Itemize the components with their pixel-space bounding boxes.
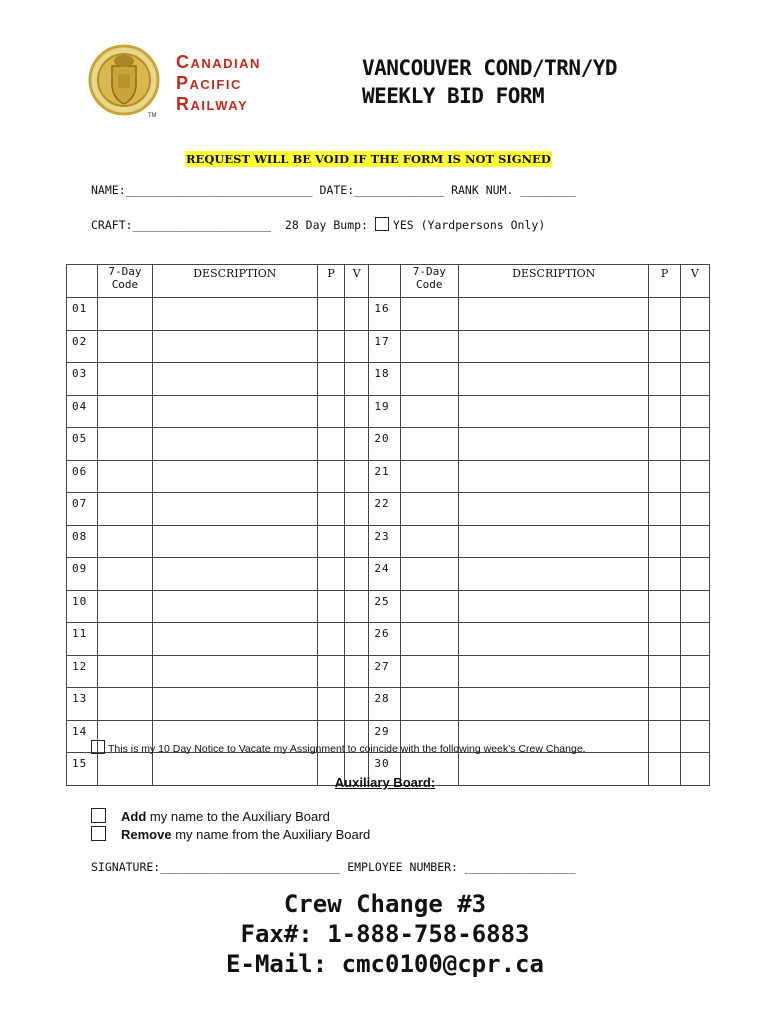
v-cell[interactable] [345, 428, 369, 461]
code-cell[interactable] [400, 493, 458, 526]
p-cell[interactable] [317, 558, 344, 591]
description-cell[interactable] [459, 428, 649, 461]
code-cell[interactable] [98, 298, 152, 331]
table-row [67, 460, 710, 493]
v-cell[interactable] [680, 428, 709, 461]
p-cell[interactable] [649, 330, 680, 363]
code-cell[interactable] [400, 395, 458, 428]
code-cell[interactable] [98, 623, 152, 656]
v-cell[interactable] [680, 493, 709, 526]
ten-day-notice-text: This is my 10 Day Notice to Vacate my Assignment to coincide with the following week’s Crew Change. [108, 743, 586, 755]
p-cell[interactable] [649, 720, 680, 753]
p-cell[interactable] [649, 590, 680, 623]
row-number: 02 [67, 330, 98, 363]
p-cell[interactable] [649, 428, 680, 461]
p-cell[interactable] [649, 395, 680, 428]
code-cell[interactable] [400, 688, 458, 721]
table-header-row [67, 265, 710, 298]
description-cell[interactable] [152, 558, 317, 591]
description-cell[interactable] [459, 330, 649, 363]
row-number: 25 [369, 590, 400, 623]
v-cell[interactable] [345, 460, 369, 493]
aux-remove-checkbox[interactable] [91, 826, 106, 841]
signature-label: SIGNATURE: [91, 860, 161, 874]
row-number: 16 [369, 298, 400, 331]
aux-add-bold: Add [121, 809, 147, 824]
description-cell[interactable] [459, 655, 649, 688]
code-cell[interactable] [98, 330, 152, 363]
v-cell[interactable] [345, 558, 369, 591]
v-cell[interactable] [345, 363, 369, 396]
crew-change-heading: Crew Change #3 [283, 890, 487, 918]
code-cell[interactable] [98, 363, 152, 396]
code-cell[interactable] [98, 460, 152, 493]
table-row [67, 525, 710, 558]
ten-day-notice-checkbox[interactable] [91, 740, 105, 754]
date-field[interactable]: _____________ [354, 183, 445, 197]
row-number: 05 [67, 428, 98, 461]
code-cell[interactable] [98, 558, 152, 591]
row-number: 17 [369, 330, 400, 363]
aux-remove-bold: Remove [121, 827, 172, 842]
aux-remove-option [91, 826, 370, 842]
description-cell[interactable] [152, 590, 317, 623]
p-cell[interactable] [649, 525, 680, 558]
row-number: 15 [67, 753, 98, 786]
description-cell[interactable] [152, 428, 317, 461]
code-header-line2: Code [111, 278, 139, 291]
date-label: DATE: [319, 183, 355, 197]
code-cell[interactable] [98, 493, 152, 526]
bump-label: 28 Day Bump: [284, 218, 368, 232]
row-number: 14 [67, 720, 98, 753]
name-field[interactable]: ___________________________ [125, 183, 313, 197]
row-number: 04 [67, 395, 98, 428]
logo-line-1: Canadian [176, 52, 261, 72]
description-cell[interactable] [152, 525, 317, 558]
p-cell[interactable] [317, 655, 344, 688]
title-line-1: VANCOUVER COND/TRN/YD [362, 56, 618, 80]
row-number-header [67, 265, 98, 298]
employee-number-label: EMPLOYEE NUMBER: [347, 860, 458, 874]
table-row [67, 623, 710, 656]
p-cell[interactable] [649, 363, 680, 396]
description-cell[interactable] [152, 493, 317, 526]
p-header-right: P [649, 265, 680, 298]
v-cell[interactable] [345, 330, 369, 363]
craft-bump-line [91, 217, 545, 232]
trademark-mark: TM [148, 113, 157, 119]
name-label: NAME: [91, 183, 126, 197]
code-cell[interactable] [400, 623, 458, 656]
p-cell[interactable] [649, 493, 680, 526]
code-cell[interactable] [98, 688, 152, 721]
code-cell[interactable] [400, 298, 458, 331]
table-row [67, 655, 710, 688]
code-header-left [98, 265, 152, 298]
p-cell[interactable] [317, 298, 344, 331]
v-cell[interactable] [345, 493, 369, 526]
p-cell[interactable] [649, 558, 680, 591]
signature-field[interactable]: __________________________ [160, 860, 341, 874]
description-cell[interactable] [152, 363, 317, 396]
description-cell[interactable] [152, 688, 317, 721]
row-number: 30 [369, 753, 400, 786]
v-cell[interactable] [345, 688, 369, 721]
description-cell[interactable] [459, 460, 649, 493]
row-number: 11 [67, 623, 98, 656]
row-number: 24 [369, 558, 400, 591]
description-cell[interactable] [152, 460, 317, 493]
p-cell[interactable] [317, 525, 344, 558]
v-cell[interactable] [680, 363, 709, 396]
description-cell[interactable] [152, 655, 317, 688]
v-cell[interactable] [345, 655, 369, 688]
row-number: 23 [369, 525, 400, 558]
p-cell[interactable] [317, 623, 344, 656]
v-cell[interactable] [345, 590, 369, 623]
description-header-right: DESCRIPTION [459, 265, 649, 298]
table-row [67, 493, 710, 526]
table-row [67, 363, 710, 396]
row-number: 08 [67, 525, 98, 558]
auxiliary-board-heading: Auxiliary Board: [334, 775, 436, 790]
cp-beaver-shield-logo [88, 44, 160, 116]
row-number: 28 [369, 688, 400, 721]
p-cell[interactable] [649, 623, 680, 656]
row-number: 01 [67, 298, 98, 331]
description-cell[interactable] [459, 363, 649, 396]
employee-number-field[interactable]: ________________ [464, 860, 576, 874]
p-header-left: P [317, 265, 344, 298]
v-cell[interactable] [680, 688, 709, 721]
p-cell[interactable] [317, 493, 344, 526]
name-date-rank-line [91, 183, 576, 197]
table-row [67, 558, 710, 591]
code-cell[interactable] [400, 525, 458, 558]
p-cell[interactable] [317, 363, 344, 396]
email-address: E-Mail: cmc0100@cpr.ca [226, 950, 544, 978]
row-number: 19 [369, 395, 400, 428]
code-header-line1: 7-Day [108, 265, 142, 278]
row-number: 18 [369, 363, 400, 396]
p-cell[interactable] [317, 460, 344, 493]
description-cell[interactable] [152, 395, 317, 428]
table-row [67, 688, 710, 721]
p-cell[interactable] [317, 330, 344, 363]
p-cell[interactable] [649, 298, 680, 331]
p-cell[interactable] [649, 460, 680, 493]
row-number: 09 [67, 558, 98, 591]
v-cell[interactable] [680, 298, 709, 331]
aux-remove-text: my name from the Auxiliary Board [175, 827, 371, 842]
v-cell[interactable] [345, 298, 369, 331]
table-row [67, 330, 710, 363]
row-number: 03 [67, 363, 98, 396]
void-notice: REQUEST WILL BE VOID IF THE FORM IS NOT SIGNED [186, 152, 551, 166]
code-cell[interactable] [98, 590, 152, 623]
row-number: 10 [67, 590, 98, 623]
code-cell[interactable] [400, 330, 458, 363]
code-header-line1: 7-Day [412, 265, 446, 278]
code-cell[interactable] [400, 428, 458, 461]
p-cell[interactable] [317, 688, 344, 721]
row-number: 29 [369, 720, 400, 753]
row-number: 13 [67, 688, 98, 721]
v-cell[interactable] [680, 460, 709, 493]
form-title [362, 54, 617, 110]
description-header-left: DESCRIPTION [152, 265, 317, 298]
v-cell[interactable] [680, 623, 709, 656]
p-cell[interactable] [317, 428, 344, 461]
description-cell[interactable] [152, 623, 317, 656]
code-header-right [400, 265, 458, 298]
code-cell[interactable] [400, 590, 458, 623]
table-row [67, 298, 710, 331]
row-number: 27 [369, 655, 400, 688]
code-cell[interactable] [98, 428, 152, 461]
row-number: 07 [67, 493, 98, 526]
p-cell[interactable] [649, 688, 680, 721]
description-cell[interactable] [152, 330, 317, 363]
code-cell[interactable] [400, 363, 458, 396]
v-cell[interactable] [680, 558, 709, 591]
aux-add-option [91, 808, 330, 824]
table-row [67, 428, 710, 461]
signature-line [91, 860, 576, 874]
cp-logo-wordmark [176, 52, 316, 115]
bid-table [66, 264, 710, 786]
code-cell[interactable] [98, 655, 152, 688]
ten-day-notice [91, 740, 586, 755]
code-cell[interactable] [400, 655, 458, 688]
bump-yes-checkbox[interactable] [375, 217, 389, 231]
v-cell[interactable] [680, 590, 709, 623]
row-number: 21 [369, 460, 400, 493]
v-cell[interactable] [345, 623, 369, 656]
description-cell[interactable] [459, 525, 649, 558]
description-cell[interactable] [152, 298, 317, 331]
row-number: 22 [369, 493, 400, 526]
row-number-header-right [369, 265, 400, 298]
code-cell[interactable] [98, 395, 152, 428]
row-number: 20 [369, 428, 400, 461]
title-line-2: WEEKLY BID FORM [362, 84, 545, 108]
v-cell[interactable] [680, 720, 709, 753]
description-cell[interactable] [459, 623, 649, 656]
row-number: 26 [369, 623, 400, 656]
v-header-right: V [680, 265, 709, 298]
rank-field[interactable]: ________ [520, 183, 576, 197]
description-cell[interactable] [459, 493, 649, 526]
aux-add-text: my name to the Auxiliary Board [149, 809, 330, 824]
rank-label: RANK NUM. [451, 183, 514, 197]
craft-field[interactable]: ____________________ [132, 218, 272, 232]
logo-line-3: Railway [176, 94, 249, 114]
description-cell[interactable] [459, 558, 649, 591]
bump-option-label: YES (Yardpersons Only) [392, 218, 546, 232]
logo-line-2: Pacific [176, 73, 242, 93]
code-cell[interactable] [400, 460, 458, 493]
v-cell[interactable] [680, 330, 709, 363]
description-cell[interactable] [459, 395, 649, 428]
table-row [67, 590, 710, 623]
aux-add-checkbox[interactable] [91, 808, 106, 823]
description-cell[interactable] [459, 688, 649, 721]
code-cell[interactable] [98, 525, 152, 558]
v-cell[interactable] [680, 395, 709, 428]
v-header-left: V [345, 265, 369, 298]
table-row [67, 395, 710, 428]
code-header-line2: Code [416, 278, 443, 291]
description-cell[interactable] [459, 590, 649, 623]
p-cell[interactable] [317, 395, 344, 428]
description-cell[interactable] [459, 298, 649, 331]
row-number: 12 [67, 655, 98, 688]
code-cell[interactable] [400, 558, 458, 591]
v-cell[interactable] [345, 525, 369, 558]
v-cell[interactable] [345, 395, 369, 428]
fax-number: Fax#: 1-888-758-6883 [240, 920, 530, 948]
p-cell[interactable] [649, 655, 680, 688]
row-number: 06 [67, 460, 98, 493]
v-cell[interactable] [680, 655, 709, 688]
v-cell[interactable] [680, 525, 709, 558]
p-cell[interactable] [317, 590, 344, 623]
craft-label: CRAFT: [91, 218, 133, 232]
